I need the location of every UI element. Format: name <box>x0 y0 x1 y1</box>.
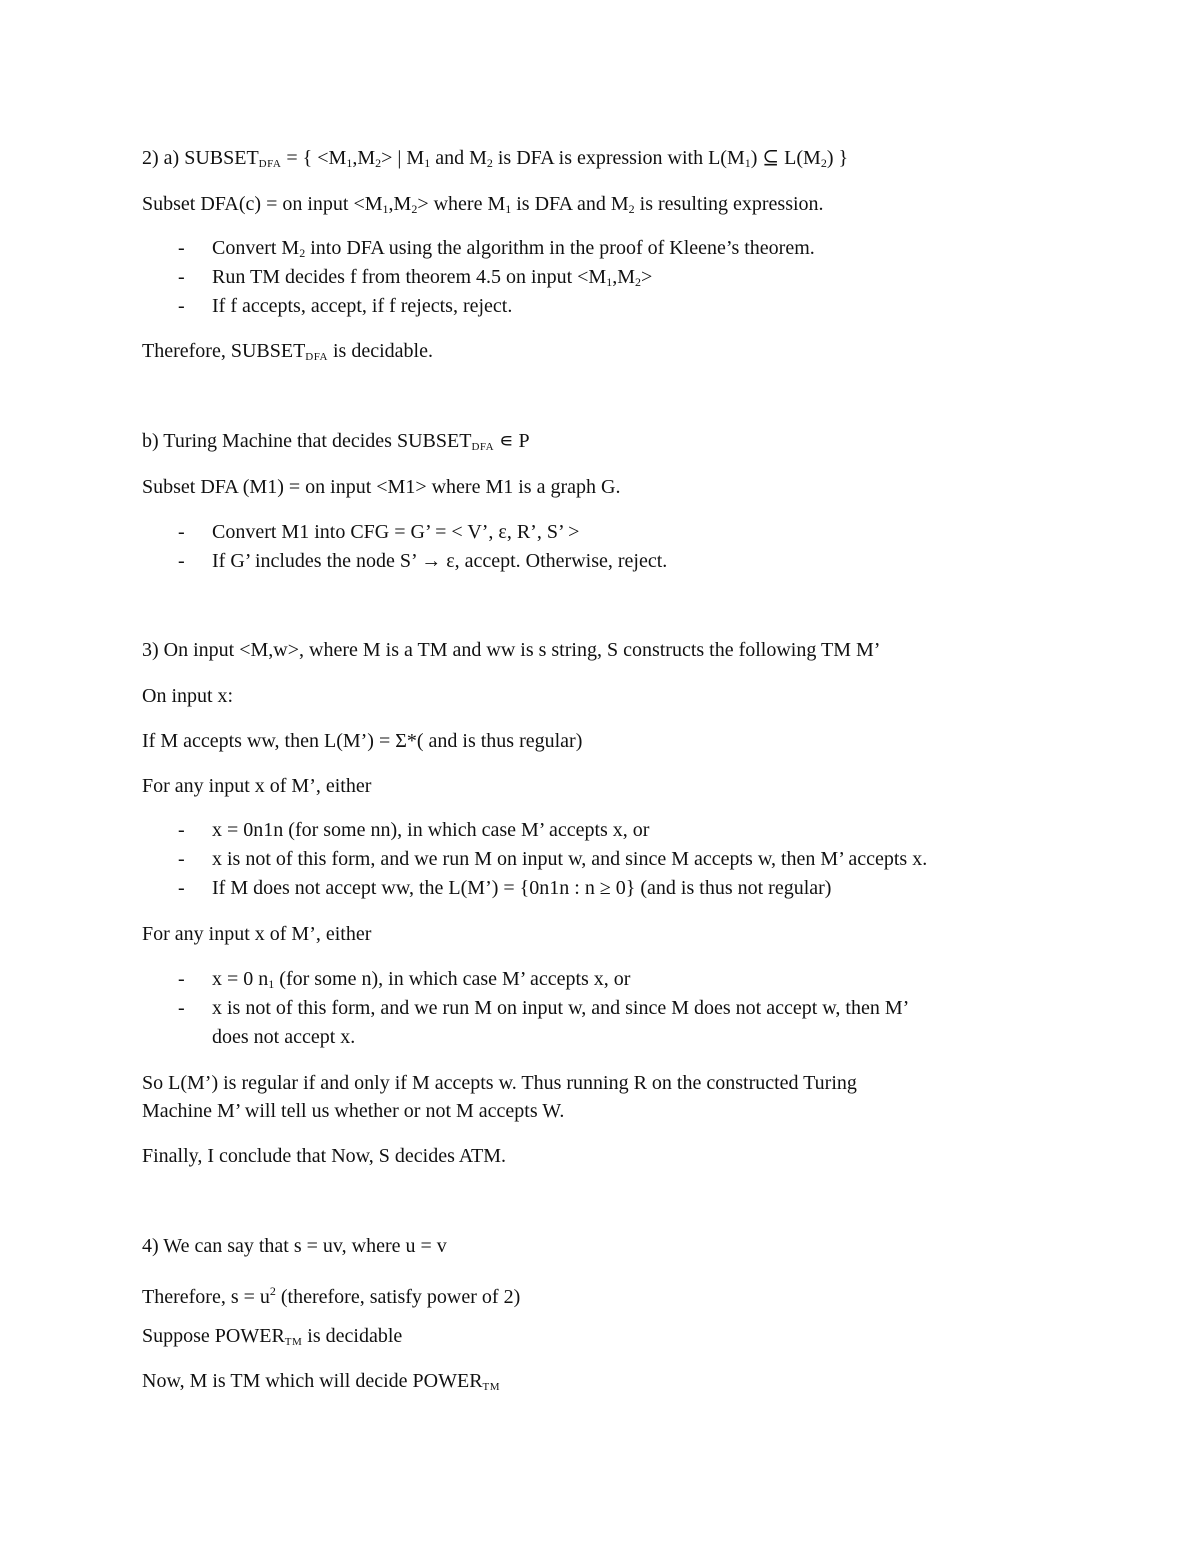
q3-regular-line-1: So L(M’) is regular if and only if M accepts w. Thus running R on the constructed Turing <box>142 1072 857 1094</box>
list-item: Convert $M_2$ into DFA using the algorithm in the proof of Kleene’s theorem. <box>212 237 815 260</box>
q2b-heading: b) Turing Machine that decides $SUBSET_{DFA}$ ∊ P <box>142 430 530 453</box>
list-bullet: - <box>178 877 185 899</box>
list-bullet: - <box>178 848 185 870</box>
list-item: x = 0n1n (for some nn), in which case M’ accepts x, or <box>212 819 650 841</box>
q2a-heading: 2) a) $SUBSET_{DFA}$ = { $<M_1,M_2>$ | $M_1$ and $M_2$ is DFA is expression with $L(M_1)$ ⊆ $L(M_2)$ } <box>142 147 849 170</box>
q3-for-any-1: For any input x of M’, either <box>142 775 372 797</box>
list-bullet: - <box>178 521 185 543</box>
list-bullet: - <box>178 266 185 288</box>
q2a-conclusion: Therefore, $SUBSET_{DFA}$ is decidable. <box>142 340 433 363</box>
q3-intro: 3) On input <M,w>, where M is a TM and ww is s string, S constructs the following TM M’ <box>142 639 881 661</box>
list-bullet: - <box>178 997 185 1019</box>
list-item-continuation: does not accept x. <box>212 1026 356 1048</box>
list-item: If G’ includes the node S’ → ε, accept. Otherwise, reject. <box>212 550 668 572</box>
list-item: x is not of this form, and we run M on input w, and since M accepts w, then M’ accepts x. <box>212 848 928 870</box>
list-bullet: - <box>178 237 185 259</box>
q4-line-3: Suppose $POWER_{TM}$ is decidable <box>142 1325 403 1348</box>
list-item: Convert M1 into CFG = G’ = < V’, ε, R’, S’ > <box>212 521 580 543</box>
list-item: x = 0 $n_1$ (for some n), in which case M’ accepts x, or <box>212 968 631 991</box>
q3-on-input: On input x: <box>142 685 234 707</box>
q3-finally: Finally, I conclude that Now, S decides ATM. <box>142 1145 507 1167</box>
q4-line-4: Now, M is TM which will decide $POWER_{TM}$ <box>142 1370 501 1393</box>
list-item: If f accepts, accept, if f rejects, reject. <box>212 295 513 317</box>
q3-for-any-2: For any input x of M’, either <box>142 923 372 945</box>
q4-line-2: Therefore, $s = u^2$ (therefore, satisfy power of 2) <box>142 1284 521 1308</box>
list-item: If M does not accept ww, the L(M’) = {0n1n : n ≥ 0} (and is thus not regular) <box>212 877 832 899</box>
list-bullet: - <box>178 968 185 990</box>
q4-line-1: 4) We can say that s = uv, where u = v <box>142 1235 447 1257</box>
list-bullet: - <box>178 295 185 317</box>
q3-regular-line-2: Machine M’ will tell us whether or not M accepts W. <box>142 1100 565 1122</box>
q2a-subset-line: Subset DFA(c) = on input $<M_1,M_2>$ where $M_1$ is DFA and $M_2$ is resulting expression. <box>142 193 824 216</box>
list-bullet: - <box>178 550 185 572</box>
q3-if-accepts: If M accepts ww, then L(M’) = Σ*( and is thus regular) <box>142 730 583 752</box>
list-item: x is not of this form, and we run M on input w, and since M does not accept w, then M’ <box>212 997 910 1019</box>
list-item: Run TM decides f from theorem 4.5 on input $<M_1,M_2>$ <box>212 266 653 289</box>
list-bullet: - <box>178 819 185 841</box>
q2b-subset-line: Subset DFA (M1) = on input <M1> where M1 is a graph G. <box>142 476 621 498</box>
